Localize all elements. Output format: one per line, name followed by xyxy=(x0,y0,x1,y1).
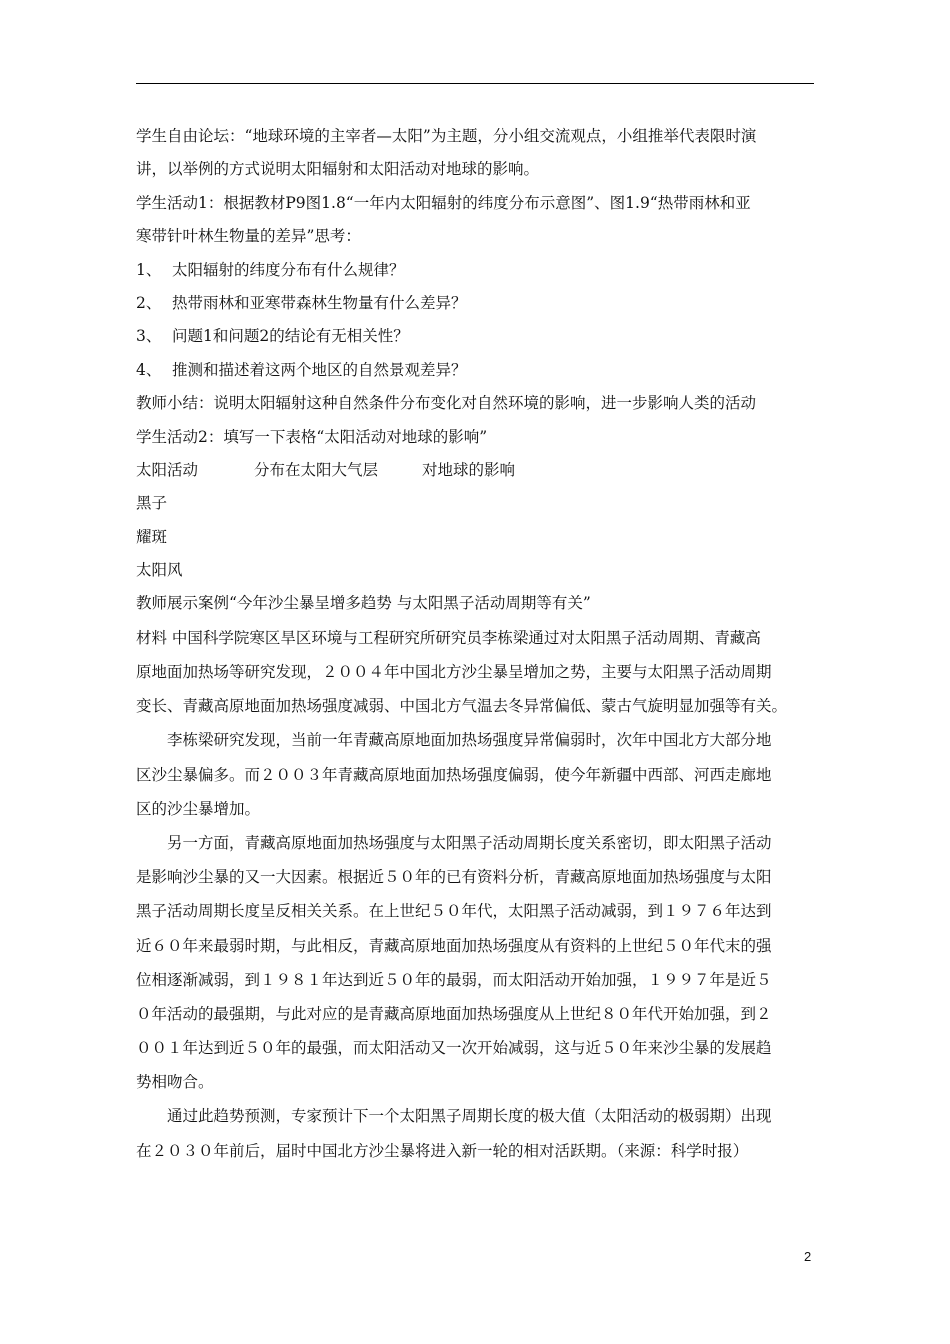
table-row: 黑子 xyxy=(136,494,168,513)
table-row: 耀斑 xyxy=(136,527,168,546)
question-number: 1、 xyxy=(136,260,162,279)
activity2-line: 学生活动2：填写一下表格“太阳活动对地球的影响” xyxy=(136,427,488,446)
question-text: 推测和描述着这两个地区的自然景观差异？ xyxy=(172,360,467,379)
paragraph-line: ０年活动的最强期，与此对应的是青藏高原地面加热场强度从上世纪８０年代开始加强，到２ xyxy=(136,1004,772,1023)
question-number: 3、 xyxy=(136,327,162,346)
table-header: 分布在太阳大气层 xyxy=(254,460,379,479)
paragraph-line: 李栋梁研究发现，当前一年青藏高原地面加热场强度异常偏弱时，次年中国北方大部分地 xyxy=(167,731,772,750)
table-header: 太阳活动 xyxy=(136,460,199,479)
table-header-row xyxy=(136,454,816,487)
question-item xyxy=(136,320,816,353)
paragraph-line: 黑子活动周期长度呈反相关关系。在上世纪５０年代，太阳黑子活动减弱，到１９７６年达到 xyxy=(136,902,772,921)
material-line: 原地面加热场等研究发现，２００４年中国北方沙尘暴呈增加之势，主要与太阳黑子活动周期 xyxy=(136,663,772,682)
paragraph-line: 近６０年来最弱时期，与此相反，青藏高原地面加热场强度从有资料的上世纪５０年代末的强 xyxy=(136,936,772,955)
case-title: 教师展示案例“今年沙尘暴呈增多趋势 与太阳黑子活动周期等有关” xyxy=(136,594,591,613)
activity1-line: 寒带针叶林生物量的差异”思考： xyxy=(136,227,361,246)
question-item xyxy=(136,287,816,320)
question-item xyxy=(136,354,816,387)
question-number: 2、 xyxy=(136,293,162,312)
question-text: 问题1和问题2的结论有无相关性？ xyxy=(172,327,409,346)
paragraph-line: 在２０３０年前后，届时中国北方沙尘暴将进入新一轮的相对活跃期。（来源：科学时报） xyxy=(136,1141,749,1160)
question-item xyxy=(136,254,816,287)
paragraph-line: 区的沙尘暴增加。 xyxy=(136,799,261,818)
table-header: 对地球的影响 xyxy=(422,460,516,479)
document-body xyxy=(136,120,816,1168)
question-text: 热带雨林和亚寒带森林生物量有什么差异？ xyxy=(172,293,467,312)
paragraph-line: 位相逐渐减弱，到１９８１年达到近５０年的最弱，而太阳活动开始加强，１９９７年是近５ xyxy=(136,970,772,989)
paragraph-line: 势相吻合。 xyxy=(136,1073,214,1092)
material-line: 材料 中国科学院寒区旱区环境与工程研究所研究员李栋梁通过对太阳黑子活动周期、青藏高 xyxy=(136,628,761,647)
paragraph-line: 另一方面，青藏高原地面加热场强度与太阳黑子活动周期长度关系密切，即太阳黑子活动 xyxy=(167,833,772,852)
teacher-summary: 教师小结：说明太阳辐射这种自然条件分布变化对自然环境的影响，进一步影响人类的活动 xyxy=(136,394,757,413)
material-line: 变长、青藏高原地面加热场强度减弱、中国北方气温去冬异常偏低、蒙古气旋明显加强等有关。 xyxy=(136,697,788,716)
paragraph-line: 是影响沙尘暴的又一大因素。根据近５０年的已有资料分析，青藏高原地面加热场强度与太阳 xyxy=(136,868,772,887)
header-rule xyxy=(136,83,814,84)
forum-line: 学生自由论坛：“地球环境的主宰者—太阳”为主题，分小组交流观点，小组推举代表限时演 xyxy=(136,127,757,145)
activity1-line: 学生活动1：根据教材P9图1.8“一年内太阳辐射的纬度分布示意图”、图1.9“热带雨林和亚 xyxy=(136,193,751,212)
paragraph-line: ００１年达到近５０年的最强，而太阳活动又一次开始减弱，这与近５０年来沙尘暴的发展趋 xyxy=(136,1039,772,1058)
question-number: 4、 xyxy=(136,360,162,379)
table-row: 太阳风 xyxy=(136,561,183,580)
forum-line: 讲，以举例的方式说明太阳辐射和太阳活动对地球的影响。 xyxy=(136,160,540,179)
paragraph-line: 区沙尘暴偏多。而２００３年青藏高原地面加热场强度偏弱，使今年新疆中西部、河西走廊地 xyxy=(136,765,772,784)
paragraph-line: 通过此趋势预测，专家预计下一个太阳黑子周期长度的极大值（太阳活动的极弱期）出现 xyxy=(167,1107,772,1126)
page-number: 2 xyxy=(804,1249,812,1264)
question-text: 太阳辐射的纬度分布有什么规律？ xyxy=(172,260,405,279)
